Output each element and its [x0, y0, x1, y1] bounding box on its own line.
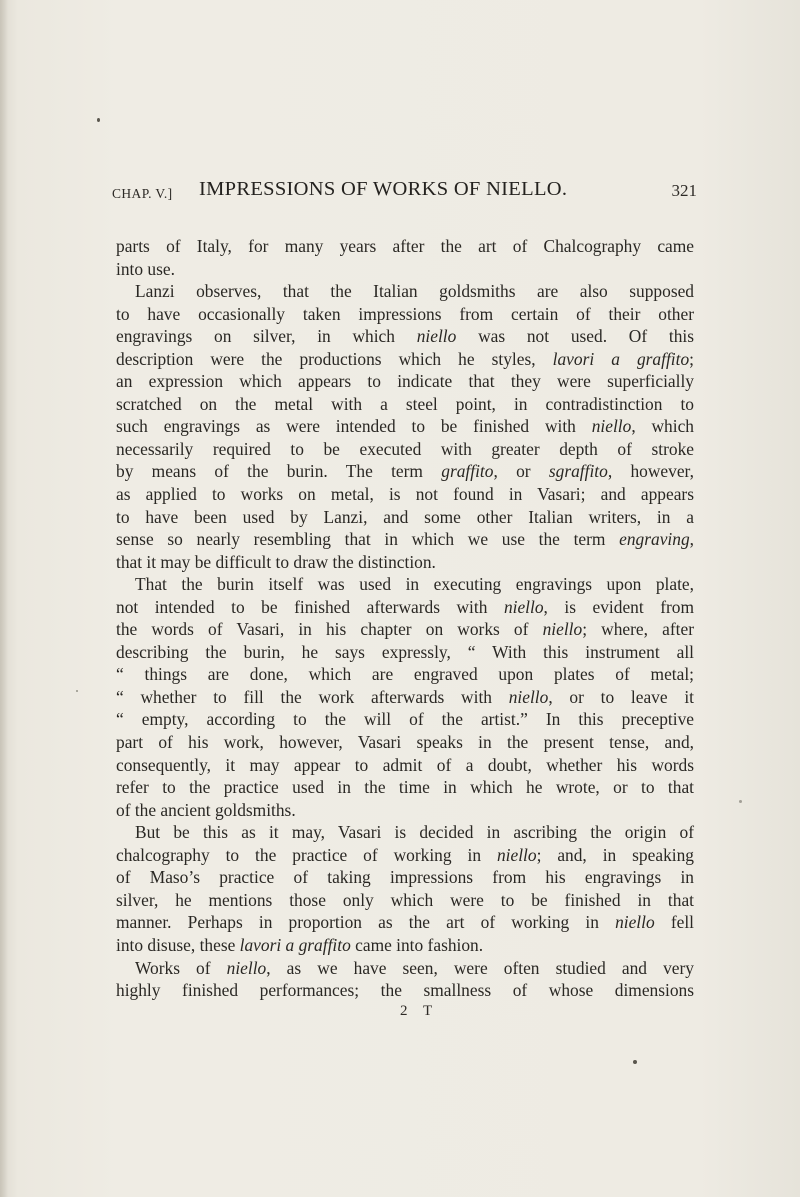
running-header — [112, 178, 697, 208]
text-line: not intended to be finished afterwards with niello, is evident from — [116, 596, 695, 617]
text-line: such engravings as were intended to be finished with niello, which — [116, 416, 694, 437]
text-line: chalcography to the practice of working in niello; and, in speaking — [116, 844, 694, 865]
body-text — [116, 235, 694, 1002]
text-line: sense so nearly resembling that in which we use the term engraving, — [116, 529, 694, 550]
text-line: engravings on silver, in which niello was not used. Of this — [116, 326, 694, 347]
text-line: to have been used by Lanzi, and some other Italian writers, in a — [116, 506, 694, 527]
text-line: necessarily required to be executed with greater depth of stroke — [116, 438, 694, 459]
text-line: refer to the practice used in the time in which he wrote, or to that — [116, 777, 694, 798]
foxing-speck — [739, 800, 742, 803]
text-line: That the burin itself was used in executing engravings upon plate, — [135, 574, 694, 595]
text-line: describing the burin, he says expressly, “ With this instrument all — [116, 641, 694, 662]
text-line: Works of niello, as we have seen, were often studied and very — [135, 957, 694, 978]
text-line: But be this as it may, Vasari is decided in ascribing the origin of — [135, 822, 694, 843]
gutter-shadow — [0, 0, 8, 1197]
text-line: by means of the burin. The term graffito, or sgraffito, however, — [116, 461, 694, 482]
foxing-speck — [97, 118, 100, 122]
foxing-speck — [633, 1060, 637, 1064]
text-line: that it may be difficult to draw the distinction. — [116, 551, 436, 572]
text-line: “ whether to fill the work afterwards with niello, or to leave it — [116, 686, 694, 707]
text-line: into disuse, these lavori a graffito came into fashion. — [116, 934, 484, 955]
text-line: of the ancient goldsmiths. — [116, 799, 296, 820]
text-line: “ empty, according to the will of the artist.” In this preceptive — [116, 709, 694, 730]
text-line: to have occasionally taken impressions from certain of their other — [116, 303, 694, 324]
text-line: “ things are done, which are engraved upon plates of metal; — [116, 664, 694, 685]
text-line: manner. Perhaps in proportion as the art of working in niello fell — [116, 912, 694, 933]
text-line: scratched on the metal with a steel point, in contradistinction to — [116, 393, 694, 414]
text-line: parts of Italy, for many years after the art of Chalcography came — [116, 236, 694, 256]
text-line: as applied to works on metal, is not found in Vasari; and appears — [116, 484, 694, 505]
text-line: an expression which appears to indicate that they were superficially — [116, 371, 694, 392]
page-title: IMPRESSIONS OF WORKS OF NIELLO. — [199, 178, 568, 200]
chapter-label: CHAP. V.] — [112, 186, 173, 201]
text-line: Lanzi observes, that the Italian goldsmiths are also supposed — [135, 281, 694, 302]
foxing-speck — [76, 690, 78, 692]
text-line: consequently, it may appear to admit of a doubt, whether his words — [116, 754, 694, 775]
page-number: 321 — [671, 181, 697, 200]
text-line: the words of Vasari, in his chapter on works of niello; where, after — [116, 619, 694, 640]
text-line: silver, he mentions those only which were to be finished in that — [116, 889, 694, 910]
text-line: highly finished performances; the smallness of whose dimensions — [116, 980, 694, 1001]
text-line: part of his work, however, Vasari speaks in the present tense, and, — [116, 732, 694, 753]
signature-mark: 2 T — [400, 1003, 439, 1019]
text-line: description were the productions which he styles, lavori a graffito; — [116, 348, 694, 369]
text-line: into use. — [116, 258, 175, 279]
text-line: of Maso’s practice of taking impressions from his engravings in — [116, 867, 694, 888]
